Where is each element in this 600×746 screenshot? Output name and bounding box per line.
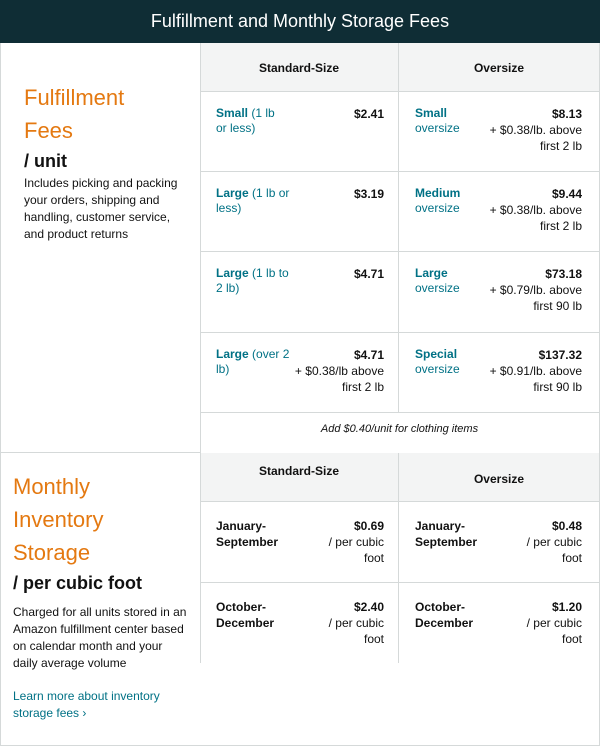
storage-unit-label: / per cubic foot [328,616,384,646]
size-tier-price: $8.13 [551,107,582,121]
storage-price: $1.20 [551,600,582,614]
storage-title-line2: Inventory [13,507,104,532]
storage-title-line1: Monthly [13,474,91,499]
fulfillment-title-line1: Fulfillment [24,85,125,110]
size-tier-price: $3.19 [353,187,384,201]
size-tier-qualifier: (over 2 lb) [216,347,290,376]
size-tier-extra: + $0.38/lb. above first 2 lb [489,123,582,153]
size-tier-qualifier: oversize [415,281,460,295]
page-banner: Fulfillment and Monthly Storage Fees [0,0,600,43]
storage-price: $0.48 [551,519,582,533]
fulfillment-unit: / unit [24,151,67,171]
storage-price: $0.69 [353,519,384,533]
size-tier-name: Large [216,186,249,200]
size-tier-name: Large [216,347,249,361]
size-tier-name: Large [216,266,249,280]
storage-intro [0,453,200,746]
size-tier-price: $9.44 [551,187,582,201]
storage-unit-label: / per cubic foot [526,616,582,646]
size-tier-qualifier: (1 lb or less) [216,186,290,215]
fulfillment-intro [0,43,200,453]
size-tier-qualifier: (1 lb to 2 lb) [216,266,289,295]
storage-unit: / per cubic foot [13,573,143,593]
clothing-surcharge-note: Add $0.40/unit for clothing items [320,423,479,435]
size-tier-qualifier: (1 lb or less) [216,106,275,135]
size-tier-qualifier: oversize [415,362,460,376]
size-tier-name: Small [415,106,448,120]
storage-period: October-December [216,600,275,630]
size-tier-extra: + $0.38/lb above first 2 lb [294,364,384,394]
storage-period: January-September [415,519,478,549]
storage-unit-label: / per cubic foot [328,535,384,565]
storage-period: October-December [415,600,474,630]
size-tier-price: $4.71 [353,267,384,281]
storage-unit-label: / per cubic foot [526,535,582,565]
size-tier-qualifier: oversize [415,201,460,215]
size-tier-price: $137.32 [538,348,582,362]
storage-description: Charged for all units stored in an Amazon fulfillment center based on calendar month and your daily average volume [13,605,187,670]
storage-header-standard: Standard-Size [258,464,339,478]
size-tier-name: Medium [415,186,461,200]
fulfillment-header-oversize: Oversize [473,61,525,75]
storage-title-line3: Storage [13,540,91,565]
size-tier-price: $73.18 [545,267,582,281]
size-tier-price: $2.41 [353,107,384,121]
storage-header-oversize: Oversize [473,472,525,486]
fulfillment-description: Includes picking and packing your orders, shipping and handling, customer service, and product returns [24,176,178,241]
size-tier-price: $4.71 [353,348,384,362]
inventory-storage-fees-link[interactable]: Learn more about inventory storage fees › [13,689,160,720]
storage-price: $2.40 [353,600,384,614]
size-tier-extra: + $0.79/lb. above first 90 lb [489,283,582,313]
fulfillment-title-line2: Fees [24,118,73,143]
storage-period: January-September [216,519,279,549]
size-tier-name: Special [415,347,458,361]
fulfillment-header-standard: Standard-Size [258,61,339,75]
size-tier-name: Large [415,266,448,280]
size-tier-extra: + $0.91/lb. above first 90 lb [489,364,582,394]
size-tier-qualifier: oversize [415,121,460,135]
size-tier-extra: + $0.38/lb. above first 2 lb [489,203,582,233]
size-tier-name: Small [216,106,249,120]
